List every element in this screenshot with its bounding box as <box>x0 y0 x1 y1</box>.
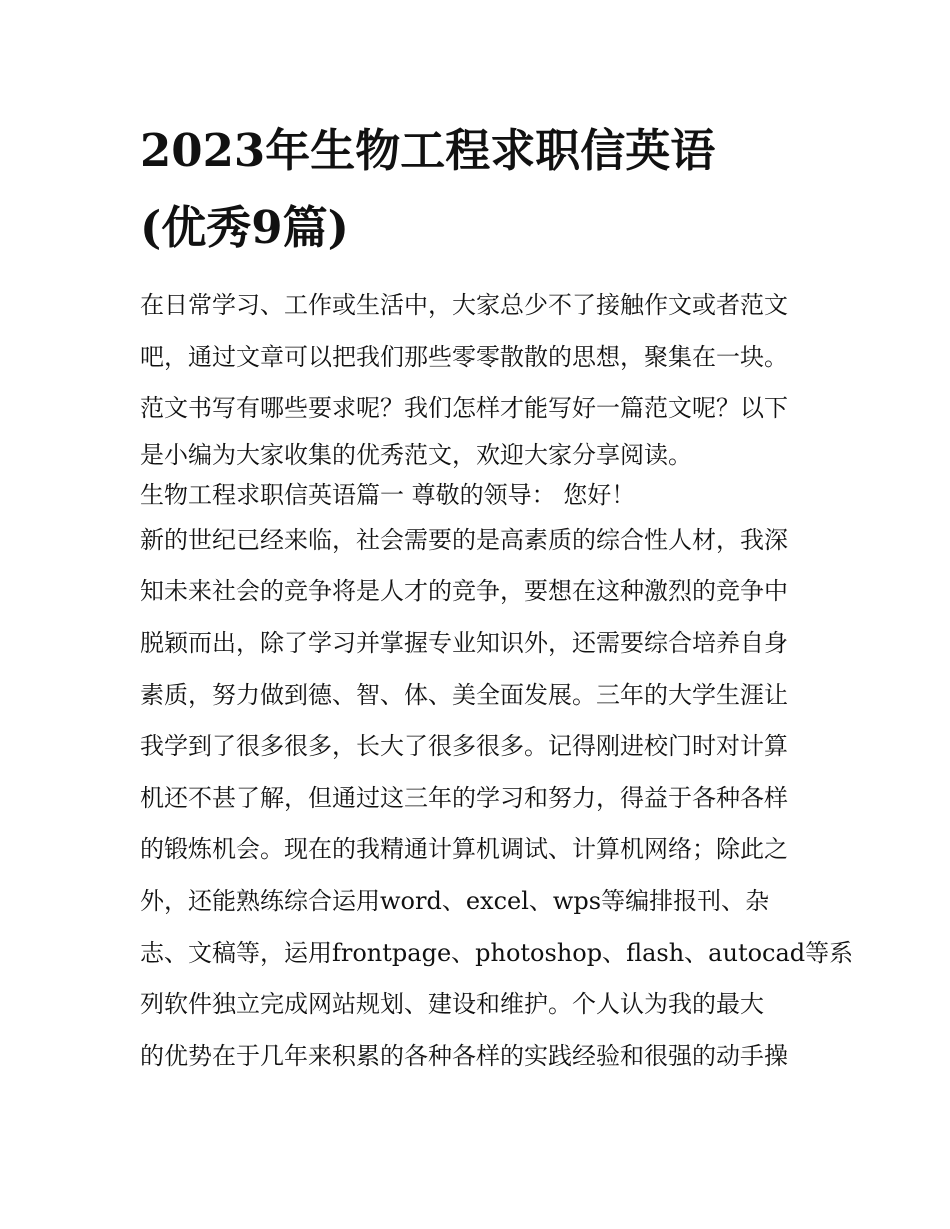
intro-line-3: 范文书写有哪些要求呢？我们怎样才能写好一篇范文呢？以下 <box>140 394 788 423</box>
intro-line-1: 在日常学习、工作或生活中，大家总少不了接触作文或者范文 <box>140 291 788 319</box>
body-line-8: 外，还能熟练综合运用word、excel、wps等编排报刊、杂 <box>140 886 770 915</box>
intro-line-2: 吧，通过文章可以把我们那些零零散散的思想，聚集在一块。 <box>140 342 788 371</box>
body-line-11: 的优势在于几年来积累的各种各样的实践经验和很强的动手操 <box>140 1041 788 1070</box>
document-body <box>140 280 854 1082</box>
body-line-10: 列软件独立完成网站规划、建设和维护。个人认为我的最大 <box>140 990 764 1019</box>
document-title <box>140 112 820 266</box>
body-line-4: 素质，努力做到德、智、体、美全面发展。三年的大学生涯让 <box>140 680 788 709</box>
body-line-3: 脱颖而出，除了学习并掌握专业知识外，还需要综合培养自身 <box>140 628 788 657</box>
section-heading: 生物工程求职信英语篇一 尊敬的领导： 您好！ <box>140 480 636 509</box>
body-line-7: 的锻炼机会。现在的我精通计算机调试、计算机网络；除此之 <box>140 835 788 864</box>
body-line-9: 志、文稿等，运用frontpage、photoshop、flash、autocad等系 <box>140 938 854 967</box>
body-line-6: 机还不甚了解，但通过这三年的学习和努力，得益于各种各样 <box>140 783 788 812</box>
body-line-2: 知未来社会的竞争将是人才的竞争，要想在这种激烈的竞争中 <box>140 577 788 606</box>
title-line-2: (优秀9篇) <box>140 201 349 254</box>
body-line-1: 新的世纪已经来临，社会需要的是高素质的综合性人材，我深 <box>140 525 788 554</box>
body-line-5: 我学到了很多很多，长大了很多很多。记得刚进校门时对计算 <box>140 732 788 761</box>
intro-line-4: 是小编为大家收集的优秀范文，欢迎大家分享阅读。 <box>140 440 692 469</box>
title-line-1: 2023年生物工程求职信英语 <box>140 124 716 177</box>
